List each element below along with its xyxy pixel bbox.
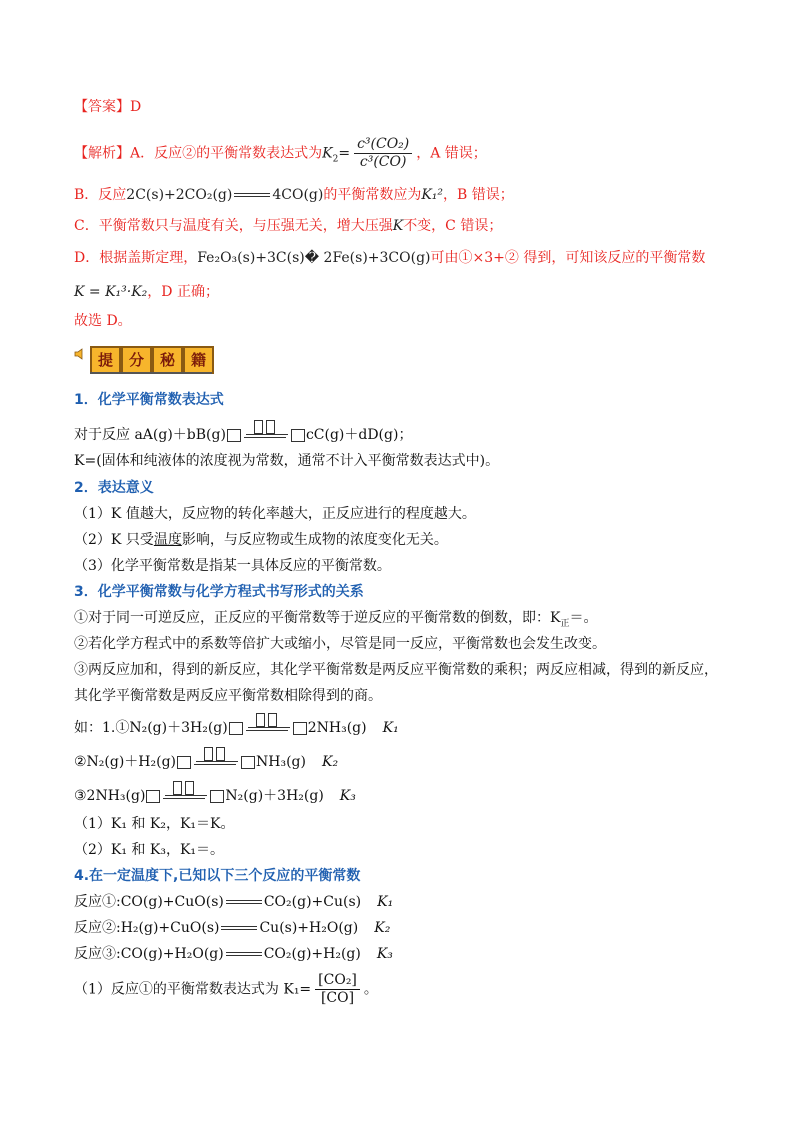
s4-r2-k: K₂ [374, 920, 391, 936]
section-4-question-1 [74, 972, 378, 1007]
s3-ex3-right: N₂(g)＋3H₂(g) [225, 788, 324, 804]
section-2-item-3: （3）化学平衡常数是指某一具体反应的平衡常数。 [74, 558, 391, 574]
answer-line [74, 97, 141, 117]
equilibrium-arrow-icon [244, 428, 288, 442]
speaker-icon [74, 347, 86, 361]
section-3-p4: 其化学平衡常数是两反应平衡常数相除得到的商。 [74, 688, 382, 704]
s4-r3-right: CO₂(g)+H₂(g) [263, 946, 361, 962]
s4-q-prefix: （1）反应①的平衡常数表达式为 K₁= [74, 981, 312, 998]
s4-q-denominator: [CO] [320, 990, 355, 1006]
analysis-a-denominator: c³(CO) [359, 154, 407, 170]
section-3-example-1 [74, 718, 399, 738]
analysis-a-numerator: c³(CO₂) [354, 136, 412, 154]
section-3-p2: ②若化学方程式中的系数等倍扩大或缩小，尽管是同一反应，平衡常数也会发生改变。 [74, 636, 606, 652]
section-4-reaction-3 [74, 944, 393, 964]
analysis-a-k-sub: 2 [332, 154, 339, 165]
s4-q-fraction [315, 972, 360, 1007]
section-3-heading: 3．化学平衡常数与化学方程式书写形式的关系 [74, 584, 364, 600]
s4-q-end: 。 [363, 981, 378, 998]
equilibrium-arrow-icon [234, 190, 270, 200]
missing-glyph-icon [291, 429, 305, 442]
banner-char-4: 籍 [183, 346, 214, 374]
analysis-a-k: K [322, 145, 333, 162]
section-3-p1 [74, 608, 597, 634]
banner-char-1: 提 [90, 346, 121, 374]
section-3-question-2: （2）K₁ 和 K₃，K₁＝。 [74, 842, 225, 858]
s4-r3-left: 反应③:CO(g)+H₂O(g) [74, 946, 224, 962]
s2-item2-rest: 影响，与反应物或生成物的浓度变化无关。 [181, 532, 448, 548]
analysis-b-k: K₁² [421, 187, 444, 203]
analysis-c-suffix: 不变，C 错误； [403, 218, 503, 234]
answer-label: 【答案】 [74, 99, 130, 115]
s1-line1-left: aA(g)＋bB(g) [134, 427, 226, 443]
analysis-d-line [74, 248, 705, 268]
analysis-d-suffix: 可由①×3+② 得到，可知该反应的平衡常数 [430, 250, 706, 266]
section-4-reaction-2 [74, 918, 390, 938]
section-1-heading: 1．化学平衡常数表达式 [74, 392, 224, 408]
section-2-item-1: （1）K 值越大，反应物的转化率越大，正反应进行的程度越大。 [74, 506, 476, 522]
analysis-d-prefix: D．根据盖斯定理， [74, 250, 198, 266]
analysis-a-line [74, 136, 487, 171]
missing-glyph-icon [241, 756, 255, 769]
s4-q-numerator: [CO₂] [315, 972, 360, 990]
missing-glyph-icon [177, 756, 191, 769]
analysis-b-line [74, 185, 514, 205]
section-4-reaction-1 [74, 892, 393, 912]
analysis-b-eq-right: 4CO(g) [272, 187, 324, 203]
s4-r1-left: 反应①:CO(g)+CuO(s) [74, 894, 224, 910]
analysis-b-mid: 的平衡常数应为 [323, 187, 422, 203]
s3-ex1-right: 2NH₃(g) [307, 720, 367, 736]
analysis-d-formula-line [74, 282, 219, 302]
missing-glyph-icon [210, 790, 224, 803]
equilibrium-arrow-icon [194, 755, 238, 769]
equilibrium-arrow-icon [163, 789, 207, 803]
analysis-label: 【解析】 [74, 145, 130, 162]
section-3-p3: ③两反应加和，得到的新反应，其化学平衡常数是两反应平衡常数的乘积；两反应相减，得到的新反应， [74, 662, 718, 678]
section-3-example-2 [74, 752, 338, 772]
s3-ex1-k: K₁ [382, 720, 399, 736]
s3-p1-text: ①对于同一可逆反应，正反应的平衡常数等于逆反应的平衡常数的倒数，即：K [74, 610, 561, 626]
s3-ex2-right: NH₃(g) [256, 754, 306, 770]
analysis-a-prefix: A．反应②的平衡常数表达式为 [130, 145, 323, 162]
s3-ex2-left: ②N₂(g)＋H₂(g) [74, 754, 177, 770]
equilibrium-arrow-icon [226, 897, 262, 907]
missing-glyph-icon [227, 429, 241, 442]
analysis-c-line [74, 216, 502, 236]
equilibrium-arrow-icon [226, 949, 262, 959]
analysis-d-end: ，D 正确； [147, 284, 219, 300]
s4-r1-right: CO₂(g)+Cu(s) [263, 894, 362, 910]
section-2-heading: 2．表达意义 [74, 480, 154, 496]
analysis-d-formula: K = K₁³·K₂ [74, 284, 148, 300]
analysis-a-eq: = [338, 145, 351, 162]
analysis-c-text: C．平衡常数只与温度有关，与压强无关，增大压强 [74, 218, 393, 234]
banner-underline [90, 372, 212, 374]
section-3-example-3 [74, 786, 356, 806]
analysis-a-suffix: ，A 错误； [416, 145, 487, 162]
analysis-a-fraction [354, 136, 412, 171]
missing-glyph-icon [229, 722, 243, 735]
missing-glyph-icon [293, 722, 307, 735]
tips-banner [74, 343, 214, 373]
s4-r2-left: 反应②:H₂(g)+CuO(s) [74, 920, 220, 936]
analysis-b-eq-left: 2C(s)+2CO₂(g) [126, 187, 233, 203]
s4-r2-right: Cu(s)+H₂O(g) [259, 920, 359, 936]
analysis-choose: 故选 D。 [74, 313, 132, 329]
analysis-c-k: K [392, 218, 404, 234]
equilibrium-arrow-icon [246, 721, 290, 735]
section-1-line-2: K=(固体和纯液体的浓度视为常数，通常不计入平衡常数表达式中)。 [74, 453, 500, 469]
section-2-item-2 [74, 530, 448, 550]
s3-p1-end: ＝。 [569, 610, 598, 626]
section-3-question-1: （1）K₁ 和 K₂，K₁＝K。 [74, 816, 235, 832]
s1-line1-prefix: 对于反应 [74, 427, 135, 443]
section-1-line-1 [74, 425, 412, 445]
missing-glyph-icon [146, 790, 160, 803]
section-4-heading: 4.在一定温度下,已知以下三个反应的平衡常数 [74, 868, 361, 884]
banner-char-2: 分 [121, 346, 152, 374]
s3-ex3-left: ③2NH₃(g) [74, 788, 146, 804]
equilibrium-arrow-icon [221, 923, 257, 933]
analysis-b-prefix: B．反应 [74, 187, 127, 203]
s4-r3-k: K₃ [376, 946, 393, 962]
s2-item2-start: （2）K 只受 [74, 532, 154, 548]
s3-p1-sub: 正 [560, 618, 570, 629]
s1-line1-right: cC(g)＋dD(g)； [305, 427, 413, 443]
s3-ex1-left: 如：1.①N₂(g)＋3H₂(g) [74, 720, 228, 736]
analysis-b-suffix: ，B 错误； [443, 187, 514, 203]
answer-value: D [130, 99, 142, 115]
s2-item2-underlined: 温度 [153, 532, 182, 548]
s3-ex3-k: K₃ [339, 788, 356, 804]
s4-r1-k: K₁ [377, 894, 394, 910]
analysis-d-eq: Fe₂O₃(s)+3C(s)� 2Fe(s)+3CO(g) [197, 250, 431, 266]
s3-ex2-k: K₂ [321, 754, 339, 770]
banner-char-3: 秘 [152, 346, 183, 374]
